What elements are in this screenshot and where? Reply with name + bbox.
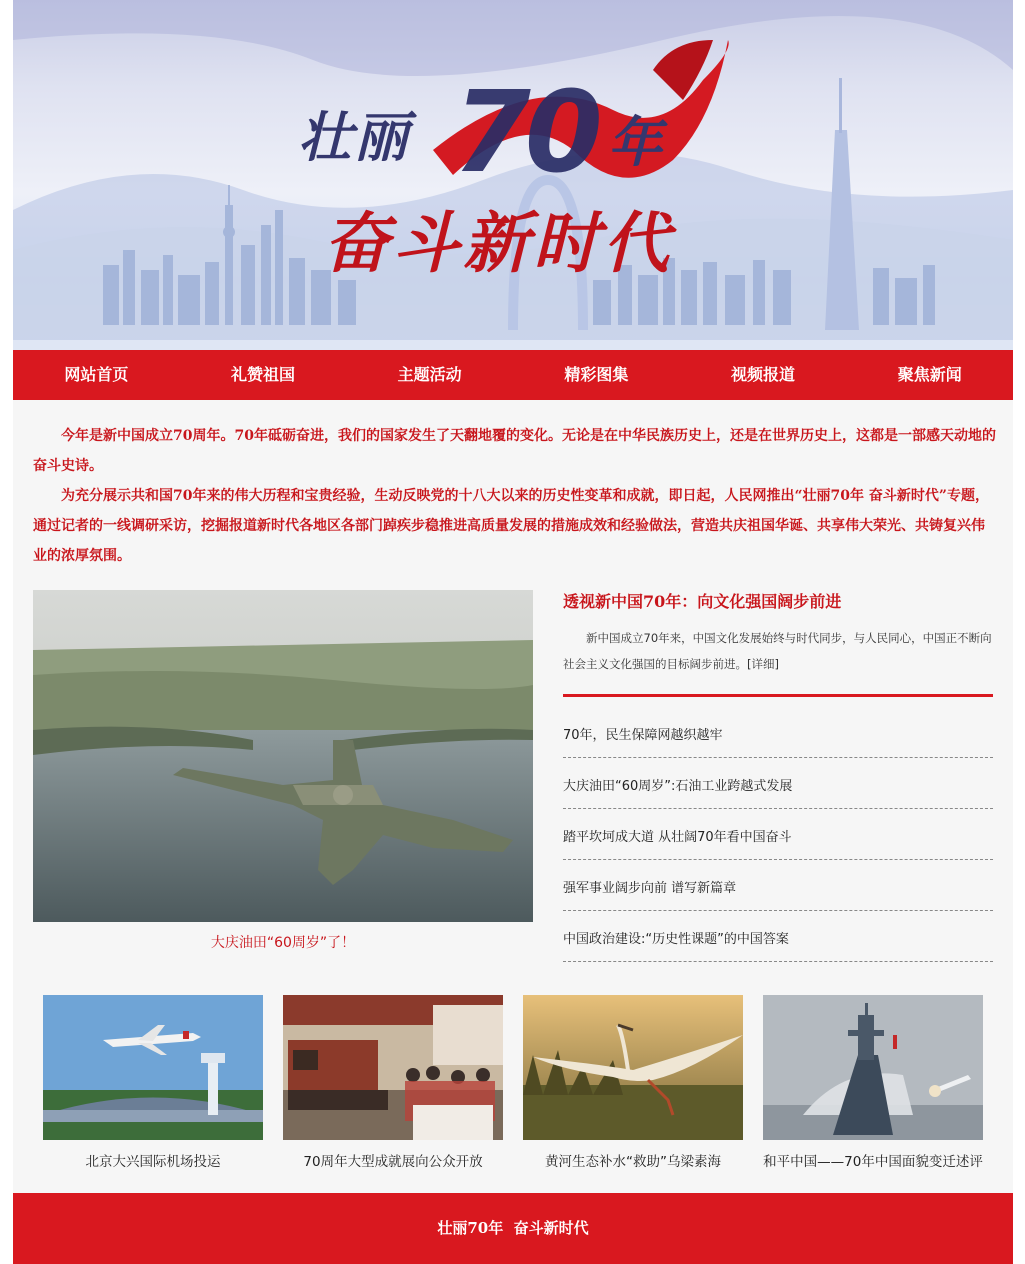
nav-item-theme-activities[interactable]: 主题活动	[397, 365, 462, 384]
gallery-caption[interactable]: 70周年大型成就展向公众开放	[303, 1154, 483, 1170]
feature-summary-text: 新中国成立70年来，中国文化发展始终与时代同步，与人民同心，中国正不断向社会主义文化强国的目标阔步前进。	[563, 631, 992, 671]
nav-item-gallery[interactable]: 精彩图集	[564, 365, 629, 384]
gallery-caption[interactable]: 北京大兴国际机场投运	[85, 1154, 221, 1170]
photo-gallery	[43, 995, 983, 1175]
intro-paragraph-2: 为充分展示共和国70年来的伟大历程和宝贵经验，生动反映党的十八大以来的历史性变革和成就，即日起，人民网推出“壮丽70年 奋斗新时代”专题，通过记者的一线调研采访，挖掘报道新时代各地区各部门踔疾步稳推进高质量发展的措施成效和经验做法，营造共庆祖国华诞、共享伟大荣光、共铸复兴伟业的浓厚氛围。	[33, 488, 989, 564]
news-item[interactable]: 中国政治建设:“历史性课题”的中国答案	[563, 911, 993, 962]
feature-image-caption[interactable]: 大庆油田“60周岁”了！	[210, 935, 356, 951]
page	[13, 0, 1013, 1264]
feature-image[interactable]	[33, 590, 533, 922]
footer	[13, 1193, 1013, 1264]
gallery-caption[interactable]: 和平中国——70年中国面貌变迁述评	[763, 1154, 983, 1170]
gallery-item-exhibition[interactable]	[283, 995, 503, 1170]
feature-headline[interactable]: 透视新中国70年：向文化强国阔步前进	[563, 592, 842, 611]
more-link[interactable]: [详细]	[747, 657, 779, 671]
section-divider	[563, 694, 993, 697]
banner-title-70: 70	[453, 68, 597, 198]
nav-item-focus-news[interactable]: 聚焦新闻	[897, 365, 962, 384]
feature-summary	[563, 625, 993, 677]
intro-text	[33, 421, 998, 571]
intro-paragraph-1: 今年是新中国成立70周年。70年砥砺奋进，我们的国家发生了天翻地覆的变化。无论是在中华民族历史上，还是在世界历史上，这都是一部感天动地的奋斗史诗。	[33, 428, 996, 474]
news-list	[563, 707, 993, 962]
banner-title-nian: 年	[608, 110, 662, 174]
gallery-item-navy[interactable]	[763, 995, 983, 1170]
airport-photo	[43, 995, 263, 1140]
news-item[interactable]: 大庆油田“60周岁”:石油工业跨越式发展	[563, 758, 993, 809]
nav-item-video-reports[interactable]: 视频报道	[731, 365, 796, 384]
banner-title-zhuangli: 壮丽	[298, 105, 410, 169]
lake-aerial-photo	[33, 590, 533, 922]
gallery-item-wetland[interactable]	[523, 995, 743, 1170]
warship-photo	[763, 995, 983, 1140]
gallery-caption[interactable]: 黄河生态补水“救助”乌梁素海	[545, 1154, 721, 1170]
banner	[13, 0, 1013, 350]
main-nav	[13, 350, 1013, 400]
exhibition-photo	[283, 995, 503, 1140]
news-item[interactable]: 70年，民生保障网越织越牢	[563, 707, 993, 758]
news-item[interactable]: 踏平坎坷成大道 从壮阔70年看中国奋斗	[563, 809, 993, 860]
nav-item-home[interactable]: 网站首页	[64, 365, 129, 384]
nav-item-praise-motherland[interactable]: 礼赞祖国	[231, 365, 296, 384]
gallery-item-airport[interactable]	[43, 995, 263, 1170]
footer-text: 壮丽70年 奋斗新时代	[437, 1219, 589, 1237]
banner-subtitle: 奋斗新时代	[323, 204, 673, 282]
heron-photo	[523, 995, 743, 1140]
news-item[interactable]: 强军事业阔步向前 谱写新篇章	[563, 860, 993, 911]
